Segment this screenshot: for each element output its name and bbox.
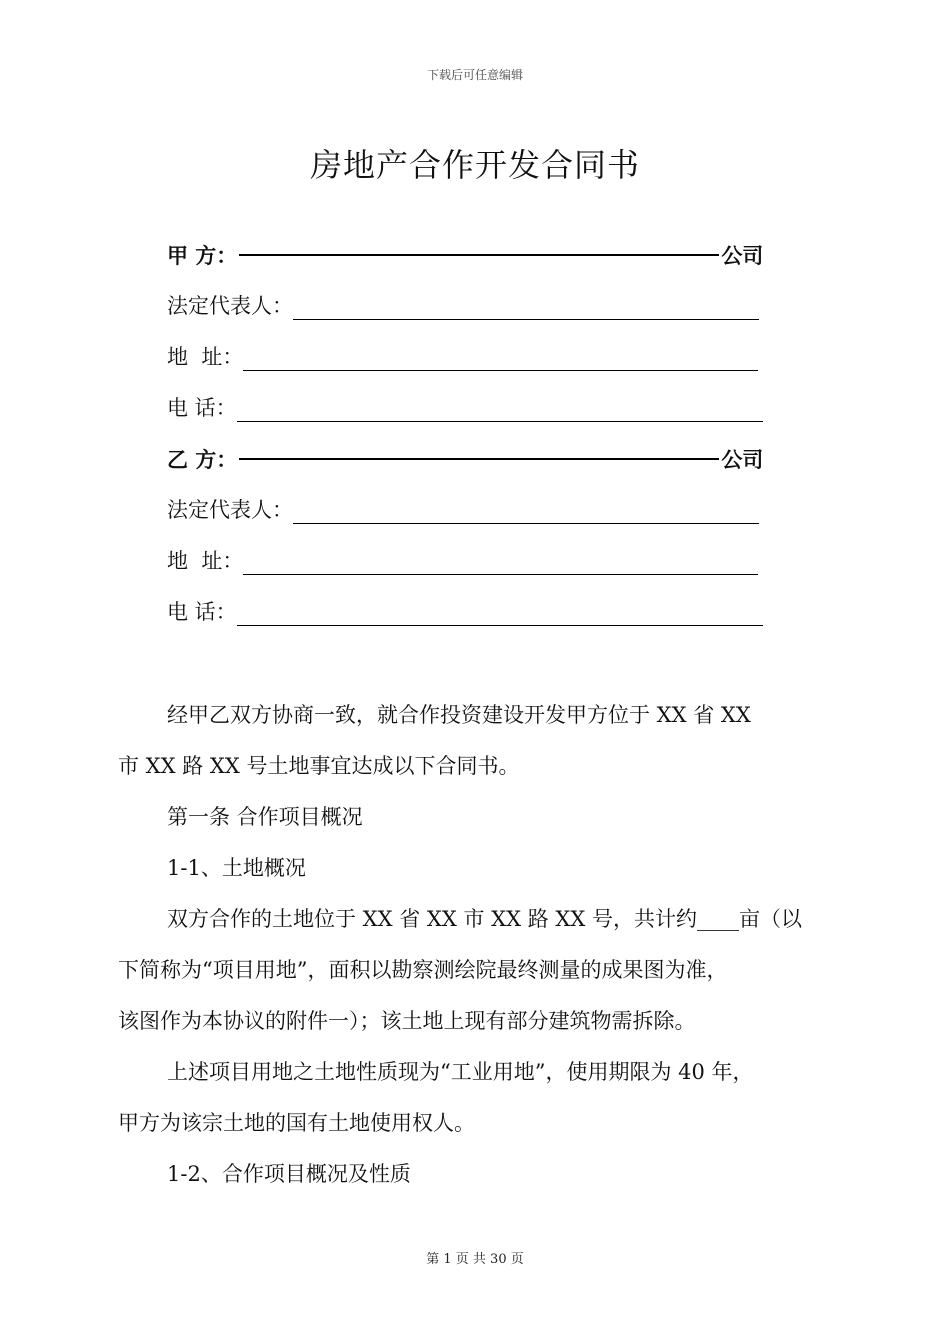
party-b-tel-field: [167, 596, 763, 626]
party-a-line: [167, 240, 763, 270]
paragraph-1-line-3: 该图作为本协议的附件一）；该土地上现有部分建筑物需拆除。: [118, 1009, 696, 1033]
section-1-1-heading: 1-1、土地概况: [167, 856, 306, 880]
party-b-tel-label: 电 话：: [167, 600, 237, 624]
party-b-line: [167, 444, 763, 474]
party-a-addr-blank: [243, 346, 758, 371]
article-1-heading: 第一条 合作项目概况: [167, 805, 363, 829]
section-1-2-heading: 1-2、合作项目概况及性质: [167, 1162, 411, 1186]
party-b-rep-field: [167, 494, 759, 524]
party-a-suffix: 公司: [721, 244, 764, 268]
header-note: 下载后可任意编辑: [426, 68, 523, 82]
party-a-tel-label: 电 话：: [167, 396, 237, 420]
party-a-tel-field: [167, 392, 763, 422]
party-a-label: 甲 方：: [167, 244, 238, 268]
party-b-blank: [239, 458, 719, 460]
party-a-addr-label: 地 址：: [167, 345, 244, 369]
party-b-rep-blank: [293, 499, 759, 524]
party-b-addr-blank: [243, 550, 758, 575]
party-b-addr-field: [167, 545, 758, 575]
party-b-label: 乙 方：: [167, 448, 238, 472]
party-a-rep-blank: [293, 295, 759, 320]
party-a-rep-field: [167, 290, 759, 320]
paragraph-1-line-2: 下简称为“项目用地”，面积以勘察测绘院最终测量的成果图为准，: [118, 958, 728, 982]
paragraph-2-line-1: 上述项目用地之土地性质现为“工业用地”，使用期限为 40 年，: [167, 1060, 754, 1084]
party-b-tel-blank: [237, 601, 763, 626]
party-a-tel-blank: [237, 397, 763, 422]
document-title: 房地产合作开发合同书: [309, 146, 640, 184]
party-b-rep-label: 法定代表人：: [167, 498, 293, 522]
party-a-rep-label: 法定代表人：: [167, 294, 293, 318]
party-b-suffix: 公司: [721, 448, 764, 472]
intro-line-1: 经甲乙双方协商一致，就合作投资建设开发甲方位于 XX 省 XX: [167, 703, 751, 727]
paragraph-2-line-2: 甲方为该宗土地的国有土地使用权人。: [118, 1111, 475, 1135]
party-b-addr-label: 地 址：: [167, 549, 244, 573]
intro-line-2: 市 XX 路 XX 号土地事宜达成以下合同书。: [118, 754, 520, 778]
page-number: 第 1 页 共 30 页: [426, 1252, 524, 1267]
party-a-blank: [239, 254, 719, 256]
paragraph-1-line-1: 双方合作的土地位于 XX 省 XX 市 XX 路 XX 号，共计约____亩（以: [167, 907, 803, 931]
party-a-addr-field: [167, 341, 758, 371]
